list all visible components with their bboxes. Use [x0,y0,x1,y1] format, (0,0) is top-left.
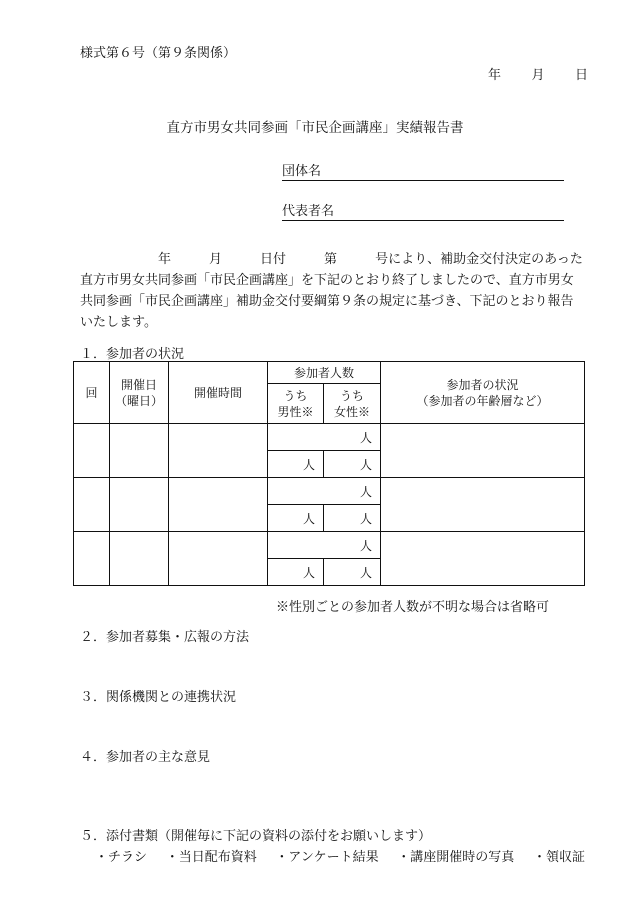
cell-time[interactable] [169,424,268,478]
col-male-line2: 男性※ [277,404,314,419]
organization-name-label: 団体名 [282,164,322,179]
body-month: 月 [209,252,223,267]
cell-date[interactable] [110,424,169,478]
section-cooperation: ３．関係機関との連携状況 [80,690,237,705]
cell-status[interactable] [381,532,585,586]
unit-label: 人 [302,565,315,580]
attachment-list [95,846,585,865]
unit-label: 人 [302,457,315,472]
col-male-line1: うち [283,388,308,403]
section-attachments: ５．添付書類（開催毎に下記の資料の添付をお願いします） [80,829,432,844]
cell-date[interactable] [110,478,169,532]
col-female [324,384,381,424]
form-number: 様式第６号（第９条関係） [80,46,237,61]
col-date [110,362,169,424]
cell-male[interactable] [268,505,324,532]
col-status [381,362,585,424]
body-year: 年 [158,252,172,267]
col-time: 開催時間 [169,362,268,424]
cell-round[interactable] [74,424,110,478]
cell-female[interactable] [324,559,381,586]
participants-table [73,361,585,586]
document-title: 直方市男女共同参画「市民企画講座」実績報告書 [166,120,464,136]
attachment-item: ・領収証 [532,850,585,865]
date-year: 年 [488,68,502,83]
cell-female[interactable] [324,505,381,532]
cell-status[interactable] [381,424,585,478]
representative-name-label: 代表者名 [282,204,335,219]
gender-count-note: ※性別ごとの参加者人数が不明な場合は省略可 [276,600,550,615]
cell-male[interactable] [268,451,324,478]
cell-total[interactable] [268,532,381,559]
cell-round[interactable] [74,478,110,532]
col-female-line2: 女性※ [334,404,371,419]
body-line-4: いたします。 [80,315,157,330]
organization-name-field[interactable] [282,160,564,181]
section-opinions: ４．参加者の主な意見 [80,750,211,765]
body-paragraph [80,249,583,333]
body-line-1 [80,249,583,270]
cell-male[interactable] [268,559,324,586]
cell-female[interactable] [324,451,381,478]
cell-time[interactable] [169,532,268,586]
cell-round[interactable] [74,532,110,586]
unit-label: 人 [360,538,373,553]
col-count: 参加者人数 [268,362,381,384]
body-no-prefix: 第 [324,252,338,267]
representative-name-field[interactable] [282,200,564,221]
date-line [488,64,588,83]
cell-date[interactable] [110,532,169,586]
body-line-3: 共同参画「市民企画講座」補助金交付要綱第９条の規定に基づき、下記のとおり報告 [80,294,574,309]
unit-label: 人 [360,511,373,526]
section-participants: １．参加者の状況 [80,347,185,362]
col-status-line1: 参加者の状況 [446,377,519,392]
date-day: 日 [574,68,588,83]
attachment-item: ・チラシ [95,850,148,865]
cell-total[interactable] [268,424,381,451]
attachment-item: ・当日配布資料 [165,850,257,865]
unit-label: 人 [360,457,373,472]
cell-status[interactable] [381,478,585,532]
col-status-line2: （参加者の年齢層など） [416,393,549,408]
unit-label: 人 [360,430,373,445]
unit-label: 人 [360,484,373,499]
attachment-item: ・講座開催時の写真 [397,850,515,865]
unit-label: 人 [302,511,315,526]
col-date-line2: （曜日） [114,393,163,408]
col-male [268,384,324,424]
body-line-1-tail: 号により、補助金交付決定のあった [375,252,583,267]
date-month: 月 [531,68,545,83]
body-day: 日付 [260,252,287,267]
unit-label: 人 [360,565,373,580]
col-date-line1: 開催日 [120,377,157,392]
col-female-line1: うち [340,388,365,403]
attachment-item: ・アンケート結果 [275,850,379,865]
cell-time[interactable] [169,478,268,532]
body-line-2: 直方市男女共同参画「市民企画講座」を下記のとおり終了しましたので、直方市男女 [80,273,574,288]
cell-total[interactable] [268,478,381,505]
col-round: 回 [74,362,110,424]
section-recruitment: ２．参加者募集・広報の方法 [80,630,250,645]
